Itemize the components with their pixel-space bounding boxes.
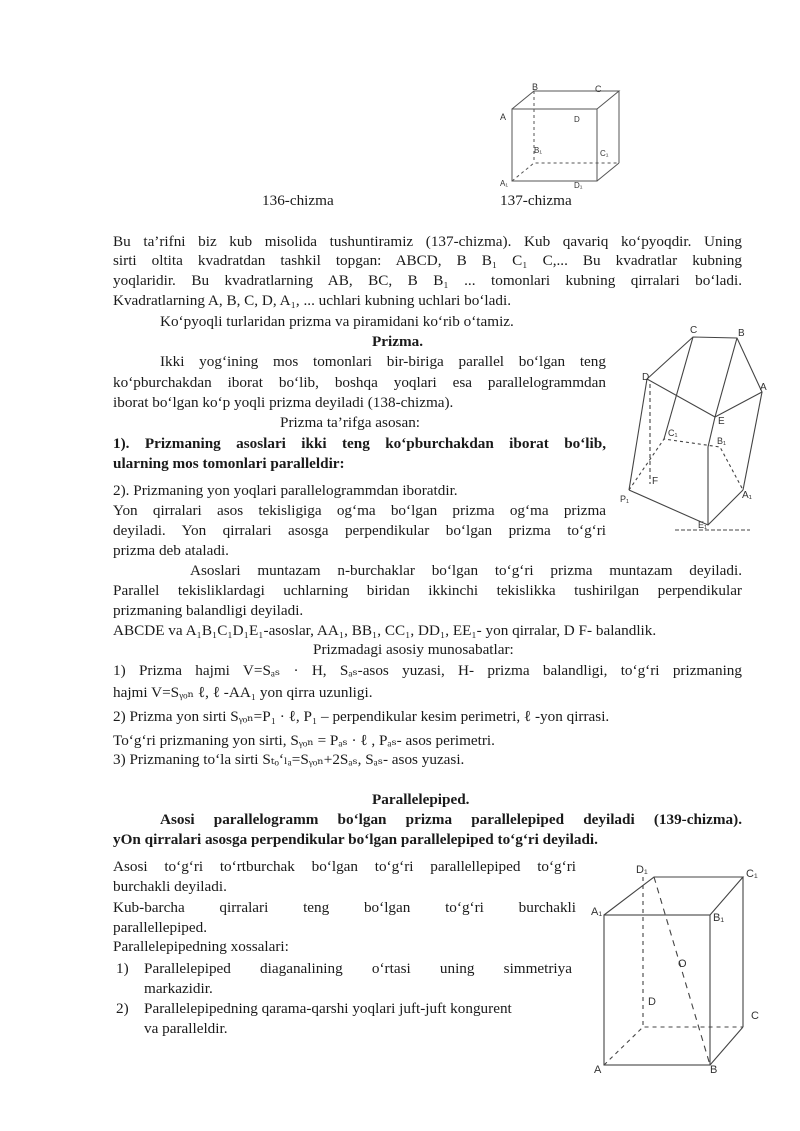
label-F: F: [652, 476, 659, 487]
intro-line-4: Kvadratlarning A, B, C, D, A₁, ... uchlari kubning uchlari bo‘ladi.: [113, 292, 511, 309]
pp-prop-1b: markazidir.: [144, 980, 213, 997]
label-B1: B₁: [713, 912, 725, 924]
muntazam-2: Parallel tekisliklardagi uchlarning biridan ikkinchi tekislikka tushirilgan perpendikular: [113, 582, 742, 599]
list-number-2: 2): [116, 1000, 129, 1017]
label-A: A: [594, 1064, 602, 1075]
prizma-yon-1: Yon qirralari asos tekisligiga og‘ma bo‘lgan prizma og‘ma prizma: [113, 502, 606, 519]
list-number-1: 1): [116, 960, 129, 977]
caption-136: 136-chizma: [262, 192, 334, 209]
intro-line-3: yoqlaridir. Bu kvadratlarning AB, BC, B B₁ ... tomonlari kubning qirralari bo‘ladi.: [113, 272, 742, 289]
prizma-yon-2: deyiladi. Yon qirralari asosga perpendikular bo‘lgan prizma to‘g‘ri: [113, 522, 606, 539]
prizma-heading: Prizma.: [372, 333, 424, 350]
relation-2b: To‘g‘ri prizmaning yon sirti, Sᵧₒₙ = Pₐₛ · ℓ , Pₐₛ- asos perimetri.: [113, 732, 495, 749]
prizma-def-1: Ikki yog‘ining mos tomonlari bir-biriga parallel bo‘lgan teng: [160, 353, 606, 370]
label-B: B: [710, 1064, 718, 1075]
prizma-def-3: iborat bo‘lgan ko‘p yoqli prizma deyiladi (138-chizma).: [113, 394, 454, 411]
intro-line-2: sirti oltita kvadratdan tashkil topgan: ABCD, B B₁ C₁ C,... Bu kvadratlar kubning: [113, 252, 742, 269]
label-P1: P₁: [620, 494, 630, 504]
muntazam-1: Asoslari muntazam n-burchaklar bo‘lgan to‘g‘ri prizma muntazam deyiladi.: [190, 562, 742, 579]
pp-prop-2a: Parallelepipedning qarama-qarshi yoqlari juft-juft kongurent: [144, 1000, 512, 1017]
pp-prop-2b: va paralleldir.: [144, 1020, 228, 1037]
label-A1: A₁: [591, 906, 603, 918]
label-A1: A₁: [500, 179, 509, 188]
label-C: C: [595, 84, 602, 94]
label-A: A: [500, 112, 507, 122]
label-A1: A₁: [742, 490, 753, 501]
parallelepiped-def-2: yOn qirralari asosga perpendikular bo‘lgan parallelepiped to‘g‘ri deyiladi.: [113, 831, 598, 848]
label-D1: D₁: [636, 864, 648, 876]
label-D: D: [574, 115, 580, 124]
figure-138-prism: [610, 322, 770, 542]
figure-137-cube: [492, 80, 622, 190]
intro-line-5: Ko‘pyoqli turlaridan prizma va piramidani ko‘rib o‘tamiz.: [160, 313, 514, 330]
caption-137: 137-chizma: [500, 192, 572, 209]
pp-kub-2: parallellepiped.: [113, 919, 208, 936]
label-E1: E₁: [698, 520, 708, 530]
figure-139-parallelepiped: [588, 855, 778, 1075]
pp-prop-1a: Parallelepiped diaganalining o‘rtasi uning simmetriya: [144, 960, 572, 977]
intro-line-1: Bu ta’rifni biz kub misolida tushuntiramiz (137-chizma). Kub qavariq ko‘pyoqdir. Uning: [113, 233, 742, 250]
label-C1: C₁: [746, 868, 758, 880]
label-C1: C₁: [600, 149, 609, 158]
label-C: C: [751, 1010, 759, 1022]
label-C: C: [690, 325, 698, 336]
pp-kub-1: Kub-barcha qirralari teng bo‘lgan to‘g‘ri burchakli: [113, 899, 576, 916]
prizma-prop-1a: 1). Prizmaning asoslari ikki teng ko‘pburchakdan iborat bo‘lib,: [113, 435, 606, 452]
relation-2: 2) Prizma yon sirti Sᵧₒₙ=P₁ · ℓ, P₁ – perpendikular kesim perimetri, ℓ -yon qirrasi.: [113, 708, 610, 725]
abcde-line: ABCDE va A₁B₁C₁D₁E₁-asoslar, AA₁, BB₁, CC₁, DD₁, EE₁- yon qirralar, D F- balandlik.: [113, 622, 657, 639]
pp-asos-1: Asosi to‘g‘ri to‘rtburchak bo‘lgan to‘g‘ri parallellepiped to‘g‘ri: [113, 858, 576, 875]
parallelepiped-heading: Parallelepiped.: [372, 791, 470, 808]
label-B1: B₁: [717, 436, 727, 446]
prizma-def-2: ko‘pburchakdan iborat bo‘lib, boshqa yoqlari esa parallelogrammdan: [113, 374, 606, 391]
prizma-prop-1b: ularning mos tomonlari paralleldir:: [113, 455, 345, 472]
label-B: B: [532, 82, 539, 92]
relation-1b: hajmi V=Sᵧₒₙ ℓ, ℓ -AA₁ yon qirra uzunligi.: [113, 684, 373, 701]
label-D: D: [642, 372, 650, 383]
label-D1: D₁: [574, 181, 583, 190]
label-D: D: [648, 996, 656, 1008]
label-O: O: [678, 958, 687, 970]
label-A: A: [760, 382, 767, 393]
prizma-yon-3: prizma deb ataladi.: [113, 542, 229, 559]
label-C1: C₁: [668, 428, 678, 438]
muntazam-3: prizmaning balandligi deyiladi.: [113, 602, 304, 619]
pp-asos-2: burchakli deyiladi.: [113, 878, 227, 895]
parallelepiped-def-1: Asosi parallelogramm bo‘lgan prizma parallelepiped deyiladi (139-chizma).: [160, 811, 742, 828]
prizma-sub: Prizma ta’rifga asosan:: [280, 414, 421, 431]
prizma-prop-2: 2). Prizmaning yon yoqlari parallelogrammdan iboratdir.: [113, 482, 458, 499]
label-E: E: [718, 416, 725, 427]
relation-1a: 1) Prizma hajmi V=Sₐₛ · H, Sₐₛ-asos yuzasi, H- prizma balandligi, to‘g‘ri prizmaning: [113, 662, 742, 679]
relation-3: 3) Prizmaning to‘la sirti Sₜₒ‘ₗₐ=Sᵧₒₙ+2Sₐₛ, Sₐₛ- asos yuzasi.: [113, 751, 465, 768]
label-B1: B₁: [534, 146, 543, 155]
label-B: B: [738, 328, 745, 339]
pp-properties-title: Parallelepipedning xossalari:: [113, 938, 289, 955]
relations-title: Prizmadagi asosiy munosabatlar:: [313, 641, 514, 658]
